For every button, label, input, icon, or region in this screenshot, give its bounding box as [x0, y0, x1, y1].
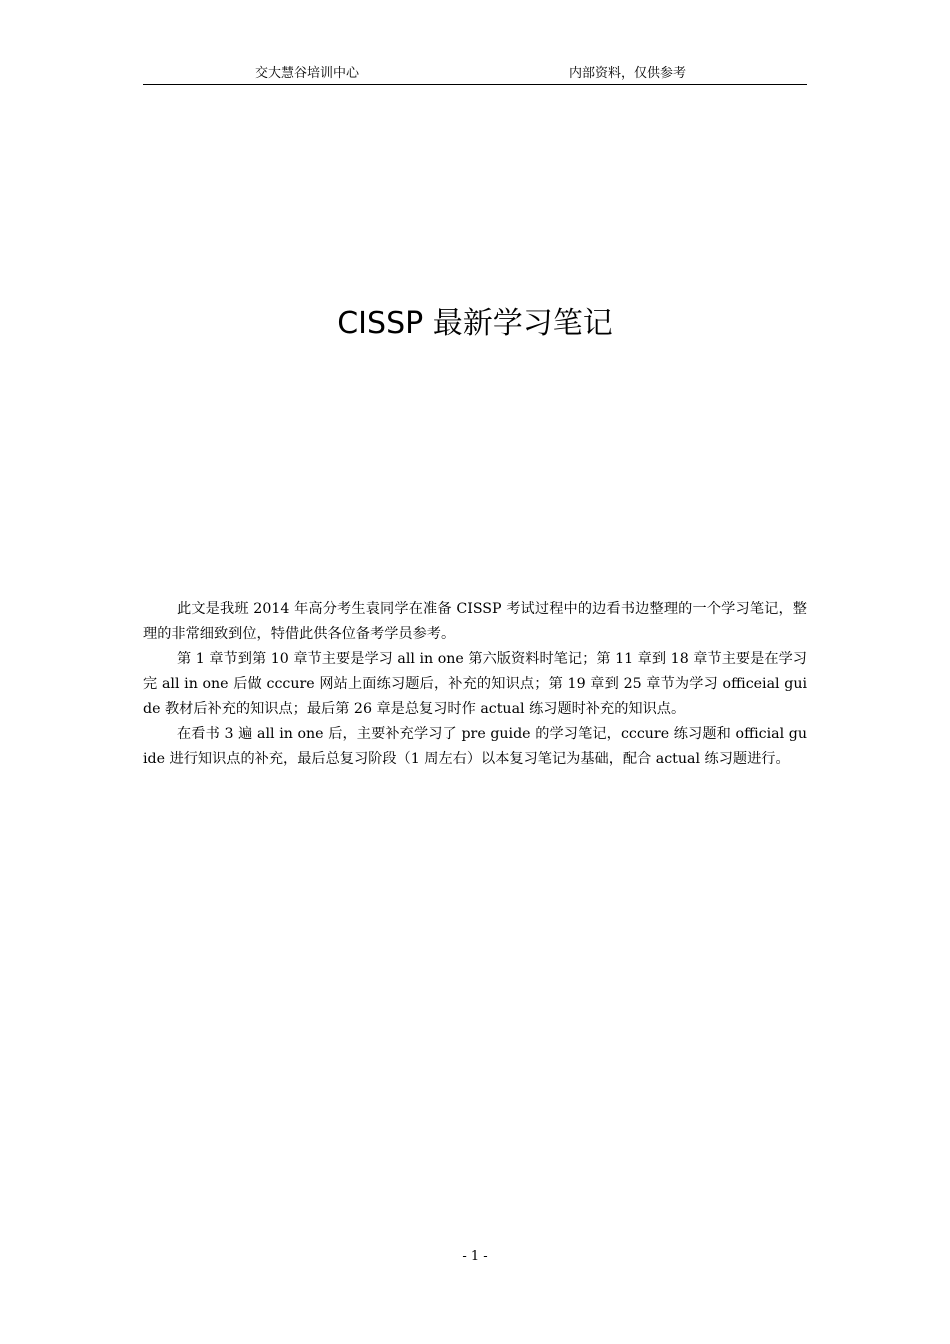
paragraph-chapters: 第 1 章节到第 10 章节主要是学习 all in one 第六版资料时笔记；第 11 章到 18 章节主要是在学习完 all in one 后做 cccure 网站上面练习题后，补充的知识点；第 19 章到 25 章节为学习 officeial guide 教材后补充的知识点；最后第 26 章是总复习时作 actual 练习题时补充的知识点。	[143, 651, 807, 717]
document-body	[143, 597, 807, 772]
header-organization: 交大慧谷培训中心	[255, 66, 360, 81]
paragraph-study-method: 在看书 3 遍 all in one 后，主要补充学习了 pre guide 的学习笔记，cccure 练习题和 official guide 进行知识点的补充，最后总复习阶段（1 周左右）以本复习笔记为基础，配合 actual 练习题进行。	[143, 726, 807, 767]
document-title: CISSP 最新学习笔记	[337, 306, 613, 341]
paragraph-intro: 此文是我班 2014 年高分考生袁同学在准备 CISSP 考试过程中的边看书边整理的一个学习笔记，整理的非常细致到位，特借此供各位备考学员参考。	[143, 601, 807, 642]
page-header	[143, 66, 807, 85]
header-note: 内部资料，仅供参考	[569, 66, 687, 81]
page-number: - 1 -	[462, 1249, 488, 1264]
